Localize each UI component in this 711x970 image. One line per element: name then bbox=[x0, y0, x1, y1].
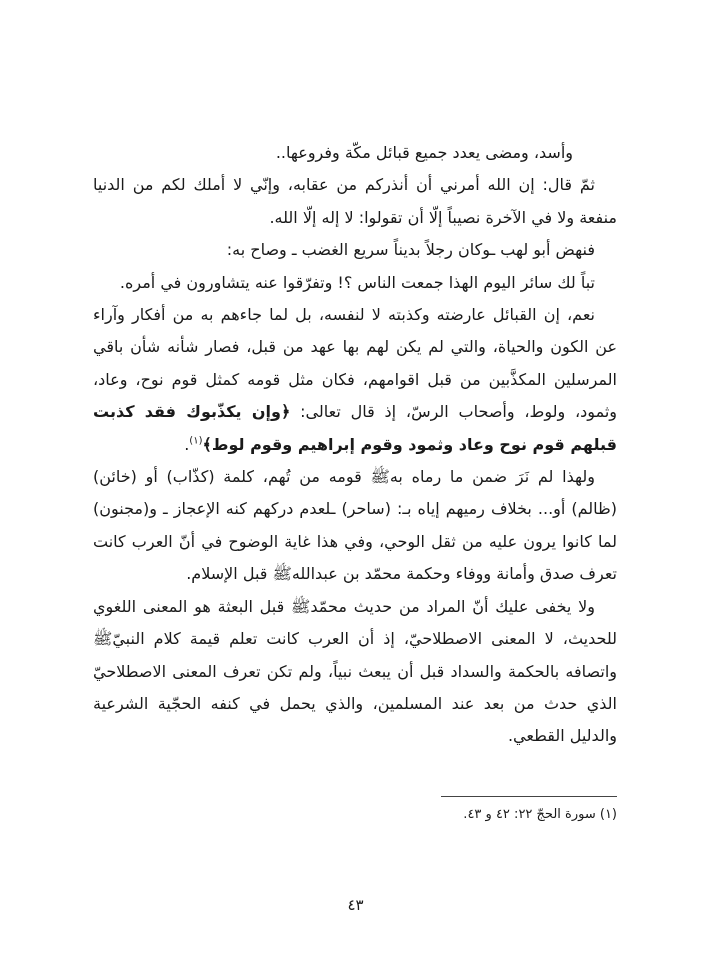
opposition-end: . bbox=[184, 434, 190, 454]
quran-quote: ﴿وإن يكذّبوك فقد كذبت قبلهم قوم نوح وعاد وثمود وقوم إبراهيم وقوم لوط﴾ bbox=[93, 402, 617, 454]
footnote-reference: (١) bbox=[189, 435, 203, 447]
opposition-text: نعم، إن القبائل عارضته وكذبته لا لنفسه، بل لما جاءهم به من أفكار وآراء عن الكون والحياة، والتي لم يكن لهم بها عهد من قبل، فصار شأنه شأن باقي المرسلين المكذَّبين من قبل اقوامهم، فكان مثل قومه كمثل قوم نوح، وعاد، وثمود، ولوط، وأصحاب الرسّ، إذ قال تعالى: bbox=[93, 305, 617, 422]
paragraph-curse: تباً لك سائر اليوم الهذا جمعت الناس ؟! وتفرّقوا عنه يتشاورون في أمره. bbox=[119, 272, 595, 292]
paragraph-tribes: وأسد، ومضى يعدد جميع قبائل مكّة وفروعها.. bbox=[275, 143, 573, 162]
footnote-divider bbox=[441, 796, 617, 797]
footnote: (١) سورة الحجّ ٢٢: ٤٢ و ٤٣. bbox=[463, 807, 617, 822]
paragraph-warning: ثمّ قال: إن الله أمرني أن أنذركم من عقابه، وإنّي لا أملك لكم من الدنيا منفعة ولا في الآخرة نصيباً إلّا أن تقولوا: لا إله إلّا الله. bbox=[93, 175, 617, 227]
paragraph-hadith-meaning: ولا يخفى عليك أنّ المراد من حديث محمّدﷺ قبل البعثة هو المعنى اللغوي للحديث، لا المعنى الاصطلاحيّ، إذ أن العرب كانت تعلم قيمة كلام النبيّﷺ واتصافه بالحكمة والسداد قبل أن يبعث نبياً، ولم تكن تعرف المعنى الاصطلاحيّ الذي حدث من بعد عند المسلمين، والذي يحمل في كنفه الحجّية الشرعية والدليل القطعي. bbox=[93, 596, 617, 746]
body-text bbox=[93, 137, 617, 753]
paragraph-abu-lahab: فنهض أبو لهب ـوكان رجلاً بديناً سريع الغضب ـ وصاح به: bbox=[226, 240, 595, 260]
page-number: ٤٣ bbox=[347, 896, 364, 914]
paragraph-accusations: ولهذا لم نَرَ ضمن ما رماه بهﷺ قومه من تُهم، كلمة (كذّاب) أو (خائن) (ظالم) أو... بخلاف رميهم إياه بـ: (ساحر) ـلعدم دركهم كنه الإعجاز ـ و(مجنون) لما كانوا يرون عليه من ثقل الوحي، وفي هذا غاية الوضوح في أنّ العرب كانت تعرف صدق وأمانة ووفاء وحكمة محمّد بن عبداللهﷺ قبل الإسلام. bbox=[93, 467, 617, 584]
paragraph-opposition bbox=[93, 299, 617, 461]
